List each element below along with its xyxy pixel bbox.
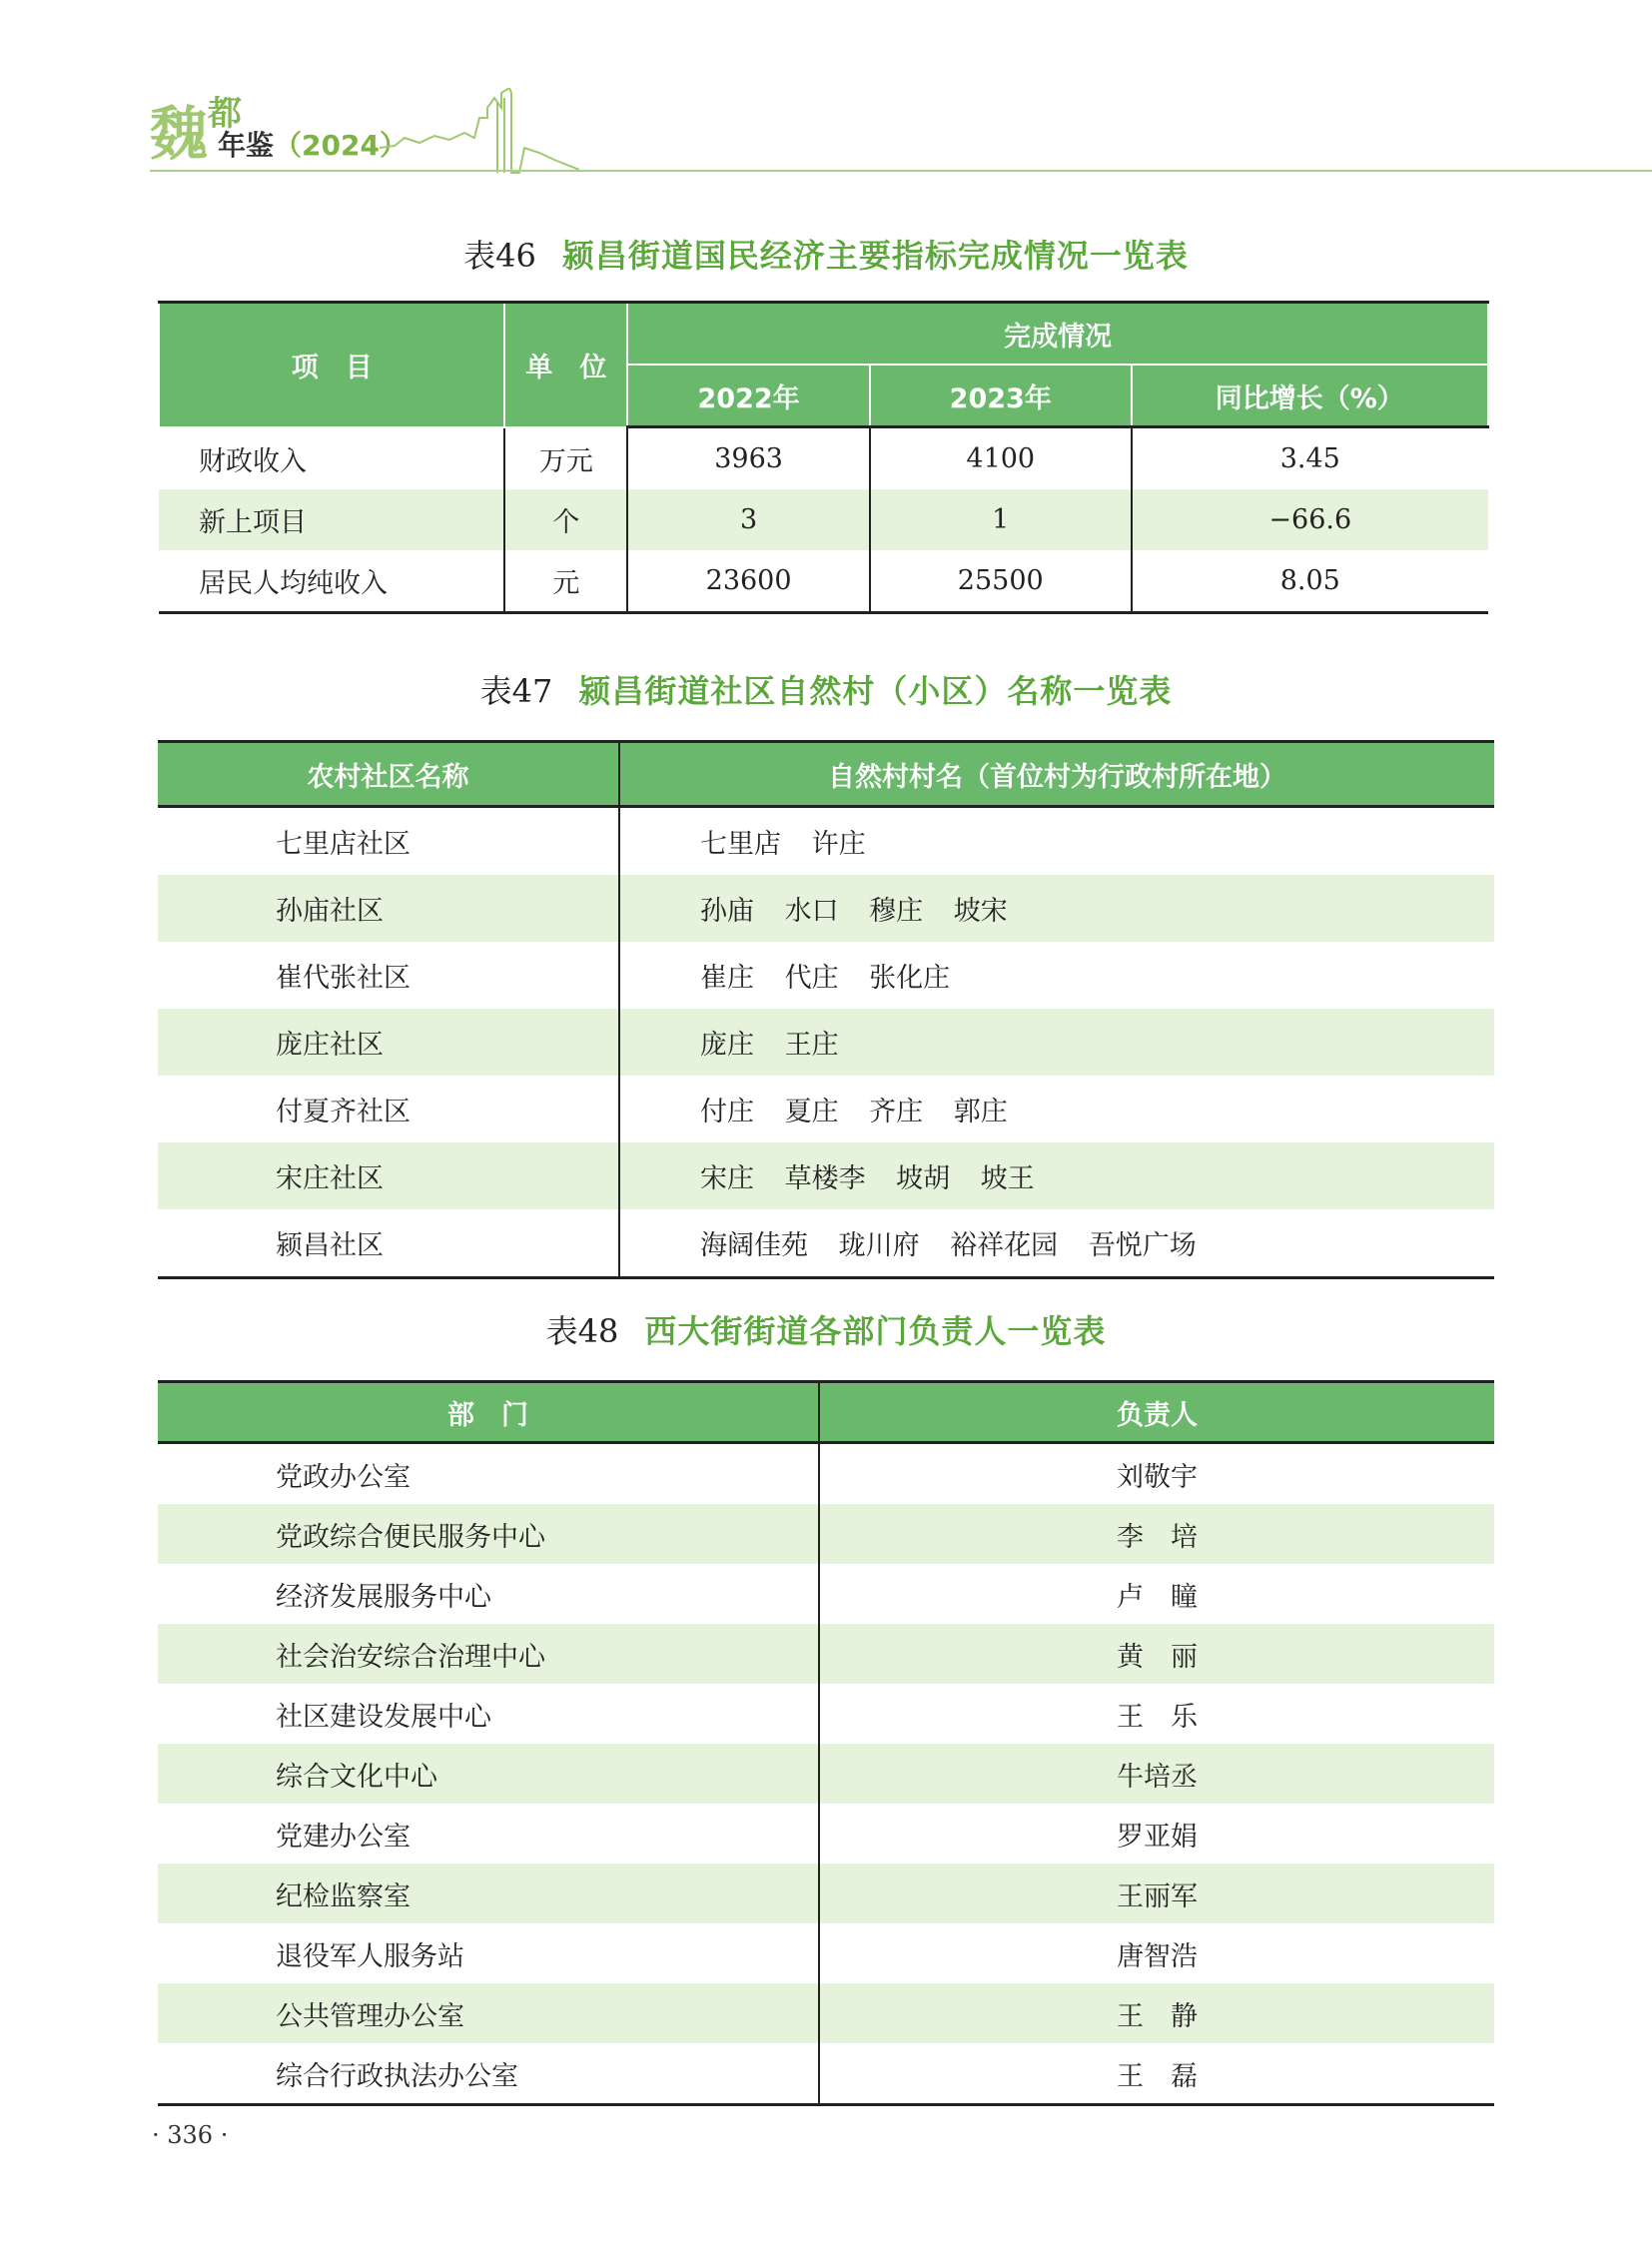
row-leader: 王 静 (819, 1983, 1494, 2043)
row-2022: 3 (627, 489, 870, 550)
city-skyline-icon (380, 88, 579, 178)
row-department: 社区建设发展中心 (158, 1684, 819, 1744)
row-growth: 3.45 (1132, 427, 1488, 490)
row-leader: 王 磊 (1117, 2060, 1198, 2092)
row-community: 付夏齐社区 (158, 1076, 619, 1142)
yearbook-logo-char-small: 都 (208, 94, 242, 134)
table-row (158, 1009, 1494, 1076)
row-2023: 25500 (870, 550, 1132, 613)
row-community: 崔代张社区 (158, 942, 619, 1009)
table-row (158, 1744, 1494, 1804)
row-leader: 王 乐 (1117, 1701, 1198, 1733)
header-2023: 2023年 (870, 365, 1132, 427)
row-villages: 庞庄 王庄 (619, 1009, 1494, 1076)
header-department: 部 门 (158, 1382, 819, 1443)
economic-indicators-table (158, 301, 1489, 614)
row-villages: 付庄 夏庄 齐庄 郭庄 (700, 1097, 1008, 1127)
row-item: 财政收入 (199, 445, 307, 477)
table48-number: 表48 (545, 1312, 619, 1350)
row-unit: 元 (504, 550, 627, 613)
header-completion: 完成情况 (627, 303, 1488, 366)
table46-name: 颍昌街道国民经济主要指标完成情况一览表 (561, 237, 1189, 275)
row-leader: 黄 丽 (819, 1624, 1494, 1684)
row-department: 党政办公室 (158, 1443, 819, 1505)
table-row (159, 427, 1488, 490)
row-department: 纪检监察室 (158, 1864, 819, 1923)
row-growth: 8.05 (1132, 550, 1488, 613)
header-villages: 自然村村名（首位村为行政村所在地） (619, 742, 1494, 807)
header-unit: 单 位 (504, 303, 627, 427)
table-row (159, 550, 1488, 613)
row-department: 经济发展服务中心 (158, 1564, 819, 1624)
row-community: 孙庙社区 (158, 875, 619, 942)
header-growth: 同比增长（%） (1132, 365, 1488, 427)
row-villages: 七里店 许庄 (700, 829, 866, 860)
row-leader: 牛培丞 (819, 1744, 1494, 1804)
row-leader: 卢 瞳 (1117, 1581, 1198, 1613)
table48-title (0, 1311, 1652, 1351)
header-leader: 负责人 (819, 1382, 1494, 1443)
row-department: 党政综合便民服务中心 (158, 1504, 819, 1564)
row-leader: 王丽军 (819, 1864, 1494, 1923)
table-row (158, 1804, 1494, 1864)
header-item: 项 目 (159, 303, 504, 427)
row-villages: 崔庄 代庄 张化庄 (700, 963, 951, 994)
row-community: 宋庄社区 (158, 1142, 619, 1209)
row-department: 社会治安综合治理中心 (158, 1624, 819, 1684)
row-villages: 宋庄 草楼李 坡胡 坡王 (619, 1142, 1494, 1209)
table47-name: 颍昌街道社区自然村（小区）名称一览表 (578, 672, 1173, 710)
table-row (158, 1983, 1494, 2043)
row-department: 综合行政执法办公室 (158, 2043, 819, 2105)
table-row (158, 1504, 1494, 1564)
table-row (158, 1684, 1494, 1744)
table46-number: 表46 (463, 237, 536, 275)
table48-name: 西大街街道各部门负责人一览表 (644, 1312, 1107, 1350)
row-2023: 1 (870, 489, 1132, 550)
yearbook-year: （2024） (274, 129, 408, 162)
row-item: 新上项目 (159, 489, 504, 550)
row-department: 党建办公室 (158, 1804, 819, 1864)
row-community: 七里店社区 (158, 807, 619, 876)
table47-number: 表47 (479, 672, 553, 710)
row-unit: 个 (504, 489, 627, 550)
table-row (158, 1443, 1494, 1505)
row-2022: 3963 (627, 427, 870, 490)
table-row (158, 1209, 1494, 1278)
table47-title (0, 671, 1652, 711)
row-leader: 刘敬宇 (1117, 1461, 1198, 1493)
table-row (158, 1142, 1494, 1209)
row-2022: 23600 (627, 550, 870, 613)
yearbook-label: 年鉴 (218, 129, 275, 162)
row-leader: 罗亚娟 (1117, 1821, 1198, 1853)
row-community: 颍昌社区 (158, 1209, 619, 1278)
row-department: 退役军人服务站 (158, 1923, 819, 1983)
row-villages: 海阔佳苑 珑川府 裕祥花园 吾悦广场 (700, 1230, 1197, 1261)
row-growth: −66.6 (1132, 489, 1488, 550)
header-community: 农村社区名称 (158, 742, 619, 807)
table-row (158, 1864, 1494, 1923)
table-row (158, 2043, 1494, 2105)
yearbook-logo-char: 魏 (150, 100, 209, 168)
table-row (158, 942, 1494, 1009)
row-unit: 万元 (504, 427, 627, 490)
table-row (158, 1564, 1494, 1624)
table-row (158, 875, 1494, 942)
table46-title (0, 236, 1652, 276)
row-leader: 李 培 (819, 1504, 1494, 1564)
table-row (158, 807, 1494, 876)
table-row (159, 489, 1488, 550)
page-number: · 336 · (152, 2121, 229, 2149)
table-row (158, 1923, 1494, 1983)
table-row (158, 1076, 1494, 1142)
table-row (158, 1624, 1494, 1684)
row-department: 综合文化中心 (158, 1744, 819, 1804)
header-divider (150, 170, 1652, 172)
header-2022: 2022年 (627, 365, 870, 427)
row-department: 公共管理办公室 (158, 1983, 819, 2043)
row-2023: 4100 (870, 427, 1132, 490)
community-villages-table (158, 740, 1494, 1279)
row-community: 庞庄社区 (158, 1009, 619, 1076)
page-header (0, 0, 1652, 190)
row-leader: 唐智浩 (1117, 1940, 1198, 1972)
department-leaders-table (158, 1380, 1494, 2106)
row-villages: 孙庙 水口 穆庄 坡宋 (619, 875, 1494, 942)
row-item: 居民人均纯收入 (199, 568, 388, 599)
